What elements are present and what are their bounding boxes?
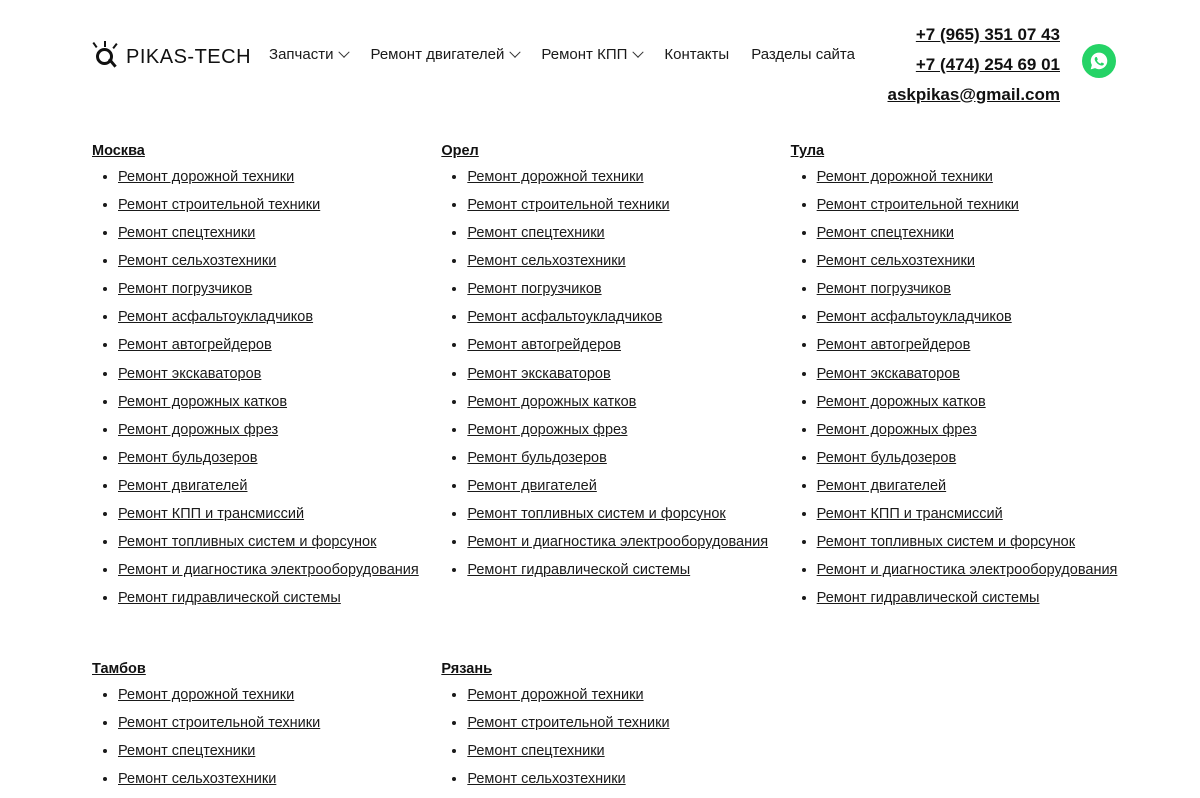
service-link[interactable]: Ремонт и диагностика электрооборудования — [467, 534, 769, 551]
list-item — [467, 307, 790, 328]
list-item — [118, 279, 441, 300]
city-links-list — [791, 167, 1140, 609]
list-item — [118, 307, 441, 328]
city-links-list — [441, 167, 790, 581]
service-link[interactable]: Ремонт спецтехники — [467, 225, 605, 242]
service-link[interactable]: Ремонт двигателей — [816, 477, 947, 494]
list-item — [817, 476, 1140, 497]
list-item — [467, 448, 790, 469]
list-item — [467, 223, 790, 244]
service-link[interactable]: Ремонт КПП и трансмиссий — [118, 505, 305, 522]
city-section-tula — [791, 142, 1140, 616]
list-item — [118, 335, 441, 356]
list-item — [118, 167, 441, 188]
service-link[interactable]: Ремонт экскаваторов — [467, 365, 611, 382]
list-item — [817, 279, 1140, 300]
service-link[interactable]: Ремонт асфальтоукладчиков — [118, 309, 314, 326]
list-item — [467, 364, 790, 385]
city-title[interactable]: Рязань — [441, 661, 493, 678]
list-item — [467, 560, 790, 581]
nav-label: Ремонт КПП — [541, 46, 628, 63]
service-link[interactable]: Ремонт дорожных фрез — [118, 421, 279, 438]
logo-text: PIKAS-TECH — [126, 45, 252, 68]
list-item — [118, 448, 441, 469]
list-item — [118, 476, 441, 497]
service-link[interactable]: Ремонт асфальтоукладчиков — [816, 309, 1012, 326]
city-section-moskva — [92, 142, 441, 616]
site-logo[interactable] — [92, 42, 251, 72]
whatsapp-icon — [1089, 51, 1109, 71]
service-link[interactable]: Ремонт автогрейдеров — [467, 337, 622, 354]
list-item — [467, 279, 790, 300]
chevron-down-icon — [339, 46, 350, 57]
list-item — [118, 532, 441, 553]
phone-link-1[interactable]: +7 (965) 351 07 43 — [915, 25, 1060, 44]
service-link[interactable]: Ремонт дорожных фрез — [467, 421, 628, 438]
service-link[interactable]: Ремонт двигателей — [467, 477, 597, 494]
chevron-down-icon — [633, 46, 644, 57]
service-link[interactable]: Ремонт спецтехники — [118, 225, 256, 242]
service-link[interactable]: Ремонт топливных систем и форсунок — [118, 534, 377, 551]
nav-label: Запчасти — [269, 46, 334, 63]
list-item — [467, 335, 790, 356]
list-item — [467, 532, 790, 553]
service-link[interactable]: Ремонт сельхозтехники — [816, 253, 975, 270]
service-link[interactable]: Ремонт сельхозтехники — [118, 771, 277, 788]
list-item — [817, 560, 1140, 581]
nav-item-remont-kpp[interactable] — [541, 46, 642, 63]
city-links-list — [92, 167, 441, 609]
city-title[interactable]: Тамбов — [92, 661, 146, 678]
list-item — [817, 251, 1140, 272]
service-link[interactable]: Ремонт дорожных фрез — [816, 421, 977, 438]
list-item — [467, 685, 790, 706]
city-title[interactable]: Москва — [92, 143, 145, 159]
service-link[interactable]: Ремонт спецтехники — [816, 225, 954, 242]
service-link[interactable]: Ремонт сельхозтехники — [467, 253, 626, 270]
city-links-list — [441, 685, 790, 790]
service-link[interactable]: Ремонт строительной техники — [467, 715, 670, 732]
chevron-down-icon — [510, 46, 521, 57]
list-item — [817, 504, 1140, 525]
city-section-orel — [441, 142, 790, 616]
service-link[interactable]: Ремонт топливных систем и форсунок — [467, 505, 726, 522]
nav-label: Ремонт двигателей — [370, 46, 505, 63]
list-item — [817, 588, 1140, 609]
city-title[interactable]: Тула — [790, 143, 825, 159]
service-link[interactable]: Ремонт бульдозеров — [118, 449, 258, 466]
list-item — [467, 476, 790, 497]
list-item — [118, 392, 441, 413]
list-item — [467, 741, 790, 762]
service-link[interactable]: Ремонт погрузчиков — [816, 281, 951, 298]
list-item — [817, 195, 1140, 216]
list-item — [118, 560, 441, 581]
list-item — [817, 364, 1140, 385]
city-section-tambov — [92, 660, 441, 797]
list-item — [817, 307, 1140, 328]
service-link[interactable]: Ремонт гидравлической системы — [467, 562, 691, 579]
service-link[interactable]: Ремонт экскаваторов — [816, 365, 961, 382]
nav-label: Разделы сайта — [751, 46, 855, 63]
list-item — [817, 420, 1140, 441]
service-link[interactable]: Ремонт гидравлической системы — [816, 590, 1040, 607]
list-item — [118, 685, 441, 706]
service-link[interactable]: Ремонт дорожной техники — [118, 687, 295, 704]
list-item — [118, 223, 441, 244]
list-item — [118, 713, 441, 734]
service-link[interactable]: Ремонт и диагностика электрооборудования — [118, 562, 419, 579]
service-link[interactable]: Ремонт дорожных катков — [118, 393, 288, 410]
nav-item-kontakty[interactable] — [664, 46, 729, 63]
service-link[interactable]: Ремонт строительной техники — [118, 197, 321, 214]
phone-link-2[interactable]: +7 (474) 254 69 01 — [915, 54, 1060, 74]
list-item — [817, 392, 1140, 413]
service-link[interactable]: Ремонт сельхозтехники — [467, 771, 626, 788]
city-columns-row-2 — [0, 660, 1200, 797]
city-title[interactable]: Орел — [441, 143, 479, 159]
city-section-ryazan — [441, 660, 790, 797]
header-contacts — [888, 20, 1061, 109]
service-link[interactable]: Ремонт строительной техники — [118, 715, 321, 732]
service-link[interactable]: Ремонт сельхозтехники — [118, 253, 277, 270]
service-link[interactable]: Ремонт гидравлической системы — [118, 590, 341, 607]
list-item — [118, 741, 441, 762]
list-item — [118, 251, 441, 272]
site-header — [0, 0, 1200, 118]
service-link[interactable]: Ремонт спецтехники — [118, 743, 256, 760]
list-item — [817, 223, 1140, 244]
email-link[interactable]: askpikas@gmail.com — [887, 84, 1060, 104]
list-item — [817, 532, 1140, 553]
list-item — [467, 420, 790, 441]
list-item — [118, 364, 441, 385]
logo-icon — [92, 42, 122, 72]
service-link[interactable]: Ремонт бульдозеров — [816, 449, 957, 466]
service-link[interactable]: Ремонт погрузчиков — [118, 281, 253, 298]
service-link[interactable]: Ремонт дорожных катков — [467, 393, 637, 410]
service-link[interactable]: Ремонт автогрейдеров — [118, 337, 272, 354]
service-link[interactable]: Ремонт автогрейдеров — [816, 337, 971, 354]
service-link[interactable]: Ремонт дорожной техники — [467, 169, 644, 185]
service-link[interactable]: Ремонт КПП и трансмиссий — [816, 505, 1003, 522]
list-item — [467, 713, 790, 734]
list-item — [118, 195, 441, 216]
city-links-list — [92, 685, 441, 790]
list-item — [467, 195, 790, 216]
site-map-content — [0, 118, 1200, 798]
nav-item-remont-dvigateley[interactable] — [370, 46, 519, 63]
service-link[interactable]: Ремонт бульдозеров — [467, 449, 607, 466]
service-link[interactable]: Ремонт погрузчиков — [467, 281, 602, 298]
list-item — [118, 769, 441, 790]
service-link[interactable]: Ремонт и диагностика электрооборудования — [816, 562, 1118, 579]
list-item — [817, 335, 1140, 356]
whatsapp-button[interactable] — [1082, 44, 1116, 78]
service-link[interactable]: Ремонт дорожной техники — [816, 169, 993, 185]
service-link[interactable]: Ремонт строительной техники — [816, 197, 1019, 214]
list-item — [467, 504, 790, 525]
list-item — [817, 167, 1140, 188]
list-item — [467, 167, 790, 188]
nav-label: Контакты — [664, 46, 730, 63]
service-link[interactable]: Ремонт строительной техники — [467, 197, 670, 214]
service-link[interactable]: Ремонт топливных систем и форсунок — [816, 534, 1076, 551]
service-link[interactable]: Ремонт асфальтоукладчиков — [467, 309, 663, 326]
list-item — [118, 588, 441, 609]
nav-item-zapchasti[interactable] — [269, 46, 348, 63]
list-item — [467, 251, 790, 272]
nav-item-razdely-sayta[interactable] — [751, 46, 855, 63]
service-link[interactable]: Ремонт дорожной техники — [118, 169, 295, 185]
service-link[interactable]: Ремонт дорожной техники — [467, 687, 644, 704]
list-item — [467, 392, 790, 413]
service-link[interactable]: Ремонт двигателей — [118, 477, 248, 494]
list-item — [817, 448, 1140, 469]
list-item — [467, 769, 790, 790]
service-link[interactable]: Ремонт дорожных катков — [816, 393, 986, 410]
list-item — [118, 420, 441, 441]
city-columns-row-1 — [0, 142, 1200, 616]
service-link[interactable]: Ремонт спецтехники — [467, 743, 605, 760]
list-item — [118, 504, 441, 525]
service-link[interactable]: Ремонт экскаваторов — [118, 365, 262, 382]
